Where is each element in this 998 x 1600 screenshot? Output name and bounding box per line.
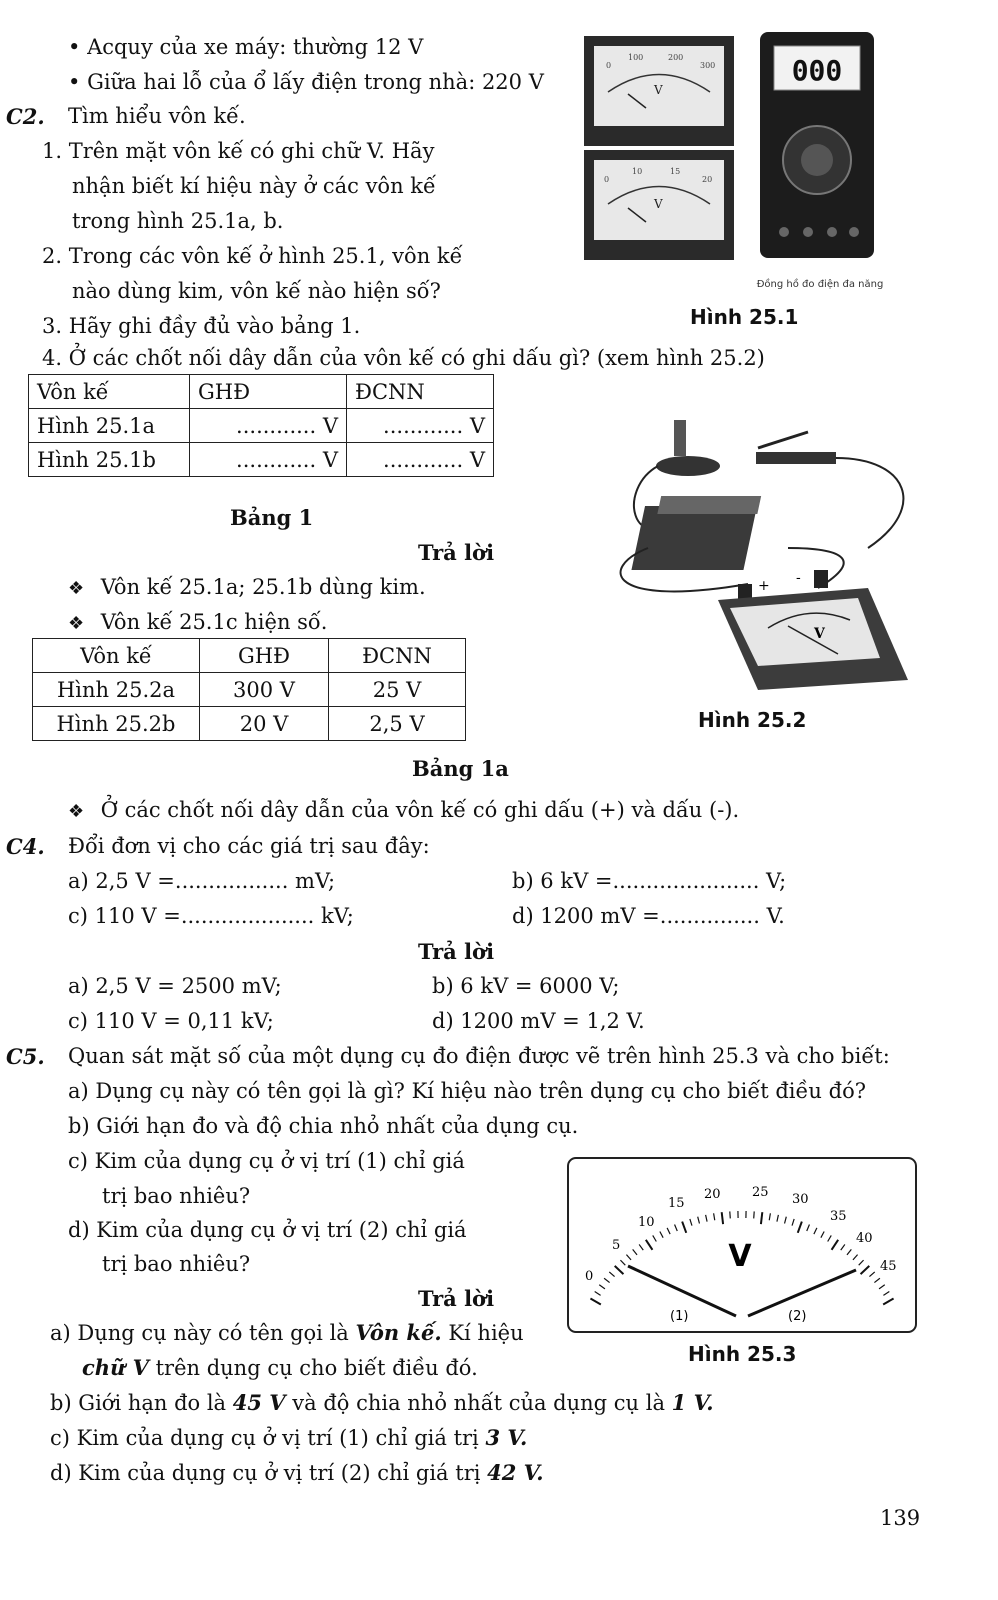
c2-q2-line1: 2. Trong các vôn kế ở hình 25.1, vôn kế: [42, 244, 463, 268]
table-1-header: [29, 375, 494, 409]
scale-tick: [722, 1212, 723, 1224]
c5-qd-line1: d) Kim của dụng cụ ở vị trí (2) chỉ giá: [68, 1218, 467, 1242]
scale-label: 25: [752, 1185, 769, 1200]
svg-text:20: 20: [702, 175, 713, 184]
table-cell: Hình 25.1a: [29, 409, 190, 443]
c4-ab: b) 6 kV = 6000 V;: [432, 974, 620, 998]
scale-label: 10: [638, 1215, 655, 1230]
c2-q2-line2: nào dùng kim, vôn kế nào hiện số?: [72, 279, 441, 303]
answer-c2-1: ❖ Vôn kế 25.1a; 25.1b dùng kim.: [68, 575, 426, 599]
answer-c2-4: ❖ Ở các chốt nối dây dẫn của vôn kế có ghi dấu (+) và dấu (-).: [68, 798, 740, 822]
c5-qb: b) Giới hạn đo và độ chia nhỏ nhất của dụng cụ.: [68, 1114, 579, 1138]
position-1-label: (1): [670, 1309, 689, 1324]
c4-ad: d) 1200 mV = 1,2 V.: [432, 1009, 645, 1033]
page-number: 139: [880, 1506, 921, 1530]
table-1a-header-cell: ĐCNN: [329, 639, 466, 673]
c4-qc: c) 110 V =.................... kV;: [68, 904, 354, 928]
c4-ac: c) 110 V = 0,11 kV;: [68, 1009, 274, 1033]
answer-heading-c2: Trả lời: [418, 540, 495, 565]
svg-text:000: 000: [791, 54, 843, 87]
c5-qa: a) Dụng cụ này có tên gọi là gì? Kí hiệu nào trên dụng cụ cho biết điều đó?: [68, 1079, 866, 1103]
c5-qc-line2: trị bao nhiêu?: [102, 1184, 251, 1208]
table-row: [29, 409, 494, 443]
table-1: [28, 374, 494, 477]
svg-text:Đồng hồ đo điện đa năng: Đồng hồ đo điện đa năng: [756, 279, 884, 290]
table-1a: [32, 638, 466, 741]
table-cell: 2,5 V: [329, 707, 466, 741]
table-1a-header-cell: GHĐ: [200, 639, 329, 673]
c4-qa: a) 2,5 V =................. mV;: [68, 869, 336, 893]
table-1-header-cell: GHĐ: [190, 375, 347, 409]
c5-ab: b) Giới hạn đo là 45 V và độ chia nhỏ nhất của dụng cụ là 1 V.: [50, 1390, 714, 1415]
table-1-header-cell: Vôn kế: [29, 375, 190, 409]
c5-title: Quan sát mặt số của một dụng cụ đo điện được vẽ trên hình 25.3 và cho biết:: [68, 1044, 890, 1068]
c5-ad: d) Kim của dụng cụ ở vị trí (2) chỉ giá trị 42 V.: [50, 1460, 544, 1485]
svg-text:0: 0: [604, 175, 610, 184]
diamond-bullet-icon: ❖: [68, 578, 85, 599]
figure-25-1: [578, 32, 918, 294]
c5-label: C5.: [6, 1044, 45, 1069]
table-row: [33, 707, 466, 741]
c5-answer-heading: Trả lời: [418, 1286, 495, 1311]
svg-text:10: 10: [632, 167, 643, 176]
c4-answer-heading: Trả lời: [418, 939, 495, 964]
c5-aa-line2: chữ V trên dụng cụ cho biết điều đó.: [82, 1355, 478, 1380]
scale-label: 0: [585, 1269, 594, 1284]
table-cell: Hình 25.1b: [29, 443, 190, 477]
c5-ac: c) Kim của dụng cụ ở vị trí (1) chỉ giá trị 3 V.: [50, 1425, 528, 1450]
scale-label: 30: [792, 1192, 809, 1207]
c2-title: Tìm hiểu vôn kế.: [68, 104, 246, 128]
c4-aa: a) 2,5 V = 2500 mV;: [68, 974, 282, 998]
scale-tick: [761, 1212, 762, 1224]
figure-25-2: [608, 398, 948, 698]
intro-bullet-2: • Giữa hai lỗ của ổ lấy điện trong nhà: 220 V: [68, 70, 544, 94]
table-row: [29, 443, 494, 477]
c2-q1-line3: trong hình 25.1a, b.: [72, 209, 284, 233]
figure-25-1-caption: Hình 25.1: [690, 305, 799, 329]
table-cell: 20 V: [200, 707, 329, 741]
scale-label: 45: [880, 1259, 897, 1274]
svg-text:100: 100: [628, 53, 644, 62]
table-cell: ............ V: [347, 409, 494, 443]
table-1a-header: [33, 639, 466, 673]
figure-25-3: [566, 1156, 918, 1336]
svg-text:+: +: [758, 578, 770, 594]
c2-q1-line2: nhận biết kí hiệu này ở các vôn kế: [72, 174, 436, 198]
diamond-bullet-icon: ❖: [68, 801, 85, 822]
c2-label: C2.: [6, 104, 45, 129]
c4-qd: d) 1200 mV =............... V.: [512, 904, 785, 928]
voltmeter-v-symbol: V: [728, 1239, 752, 1274]
position-2-label: (2): [788, 1309, 807, 1324]
svg-text:V: V: [654, 83, 663, 97]
table-1-header-cell: ĐCNN: [347, 375, 494, 409]
answer-c2-2: ❖ Vôn kế 25.1c hiện số.: [68, 610, 328, 634]
table-1-caption: Bảng 1: [230, 505, 314, 530]
scale-label: 20: [704, 1187, 721, 1202]
svg-text:15: 15: [670, 167, 681, 176]
figure-25-2-caption: Hình 25.2: [698, 708, 807, 732]
svg-text:-: -: [796, 570, 801, 586]
table-cell: ............ V: [347, 443, 494, 477]
table-1a-caption: Bảng 1a: [412, 756, 509, 781]
table-cell: Hình 25.2b: [33, 707, 200, 741]
c4-qb: b) 6 kV =...................... V;: [512, 869, 787, 893]
table-1a-header-cell: Vôn kế: [33, 639, 200, 673]
table-cell: ............ V: [190, 409, 347, 443]
c5-aa-line1: a) Dụng cụ này có tên gọi là Vôn kế. Kí hiệu: [50, 1320, 524, 1345]
svg-text:300: 300: [700, 61, 716, 70]
table-row: [33, 673, 466, 707]
svg-text:V: V: [814, 626, 825, 642]
c2-q3: 3. Hãy ghi đầy đủ vào bảng 1.: [42, 314, 361, 338]
table-cell: ............ V: [190, 443, 347, 477]
c5-qd-line2: trị bao nhiêu?: [102, 1252, 251, 1276]
diamond-bullet-icon: ❖: [68, 613, 85, 634]
figure-25-3-caption: Hình 25.3: [688, 1342, 797, 1366]
scale-label: 35: [830, 1209, 847, 1224]
c2-q1-line1: 1. Trên mặt vôn kế có ghi chữ V. Hãy: [42, 139, 435, 163]
table-cell: 300 V: [200, 673, 329, 707]
svg-text:V: V: [654, 197, 663, 211]
c5-qc-line1: c) Kim của dụng cụ ở vị trí (1) chỉ giá: [68, 1149, 465, 1173]
svg-text:200: 200: [668, 53, 684, 62]
svg-text:0: 0: [606, 61, 612, 70]
c2-q4: 4. Ở các chốt nối dây dẫn của vôn kế có ghi dấu gì? (xem hình 25.2): [42, 346, 765, 370]
scale-label: 15: [668, 1196, 685, 1211]
c4-title: Đổi đơn vị cho các giá trị sau đây:: [68, 834, 430, 858]
scale-label: 5: [612, 1238, 621, 1253]
scale-label: 40: [856, 1231, 873, 1246]
table-cell: Hình 25.2a: [33, 673, 200, 707]
table-cell: 25 V: [329, 673, 466, 707]
c4-label: C4.: [6, 834, 45, 859]
intro-bullet-1: • Acquy của xe máy: thường 12 V: [68, 35, 424, 59]
